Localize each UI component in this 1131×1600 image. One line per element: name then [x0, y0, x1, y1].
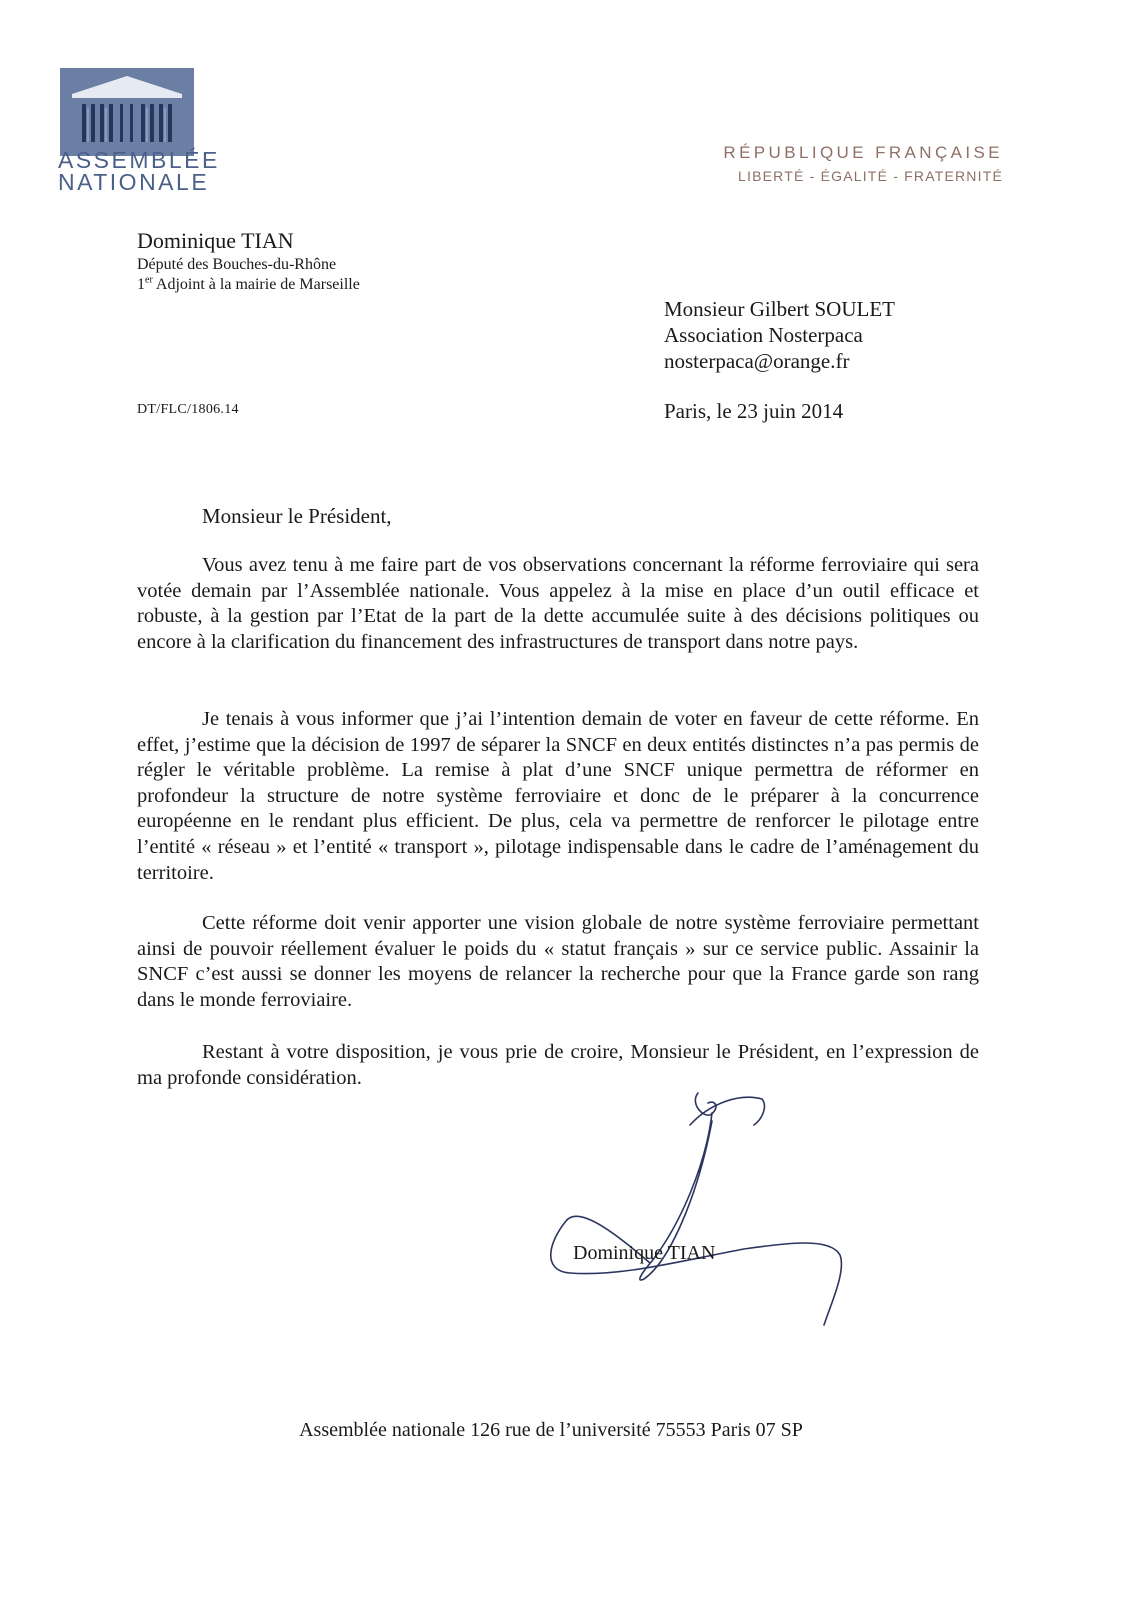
- body-paragraph-4: Restant à votre disposition, je vous prie de croire, Monsieur le Président, en l’expression de ma profonde considération.: [137, 1041, 979, 1089]
- logo-text-line-2: NATIONALE: [58, 169, 210, 195]
- body-paragraph-1: Vous avez tenu à me faire part de vos observations concernant la réforme ferroviaire qui sera votée demain par l’Assemblée nationale. Vous appelez à la mise en place d’un outil efficace et robuste, à la gestion par l’Etat de la part de la dette accumulée suite à des décisions politiques ou encore à la clarification du financement des infrastructures de transport dans notre pays.: [137, 554, 979, 653]
- salutation: Monsieur le Président,: [202, 504, 392, 528]
- recipient-organization: Association Nosterpaca: [664, 323, 863, 347]
- recipient-email: nosterpaca@orange.fr: [664, 349, 850, 373]
- recipient-name: Monsieur Gilbert SOULET: [664, 297, 895, 321]
- sender-role: [137, 276, 360, 294]
- republic-heading: RÉPUBLIQUE FRANÇAISE: [723, 143, 1003, 162]
- signatory-name: Dominique TIAN: [573, 1242, 716, 1264]
- assemblee-nationale-logo: [60, 68, 194, 156]
- sender-name: Dominique TIAN: [137, 228, 294, 253]
- republic-motto: LIBERTÉ - ÉGALITÉ - FRATERNITÉ: [738, 168, 1003, 184]
- sender-role-superscript: er: [145, 274, 153, 286]
- letter-date: Paris, le 23 juin 2014: [664, 399, 844, 423]
- sender-role-prefix: 1: [137, 276, 145, 293]
- footer-address: Assemblée nationale 126 rue de l’université 75553 Paris 07 SP: [299, 1419, 803, 1441]
- logo-text-line-1: ASSEMBLÉE: [58, 147, 220, 173]
- body-paragraph-3: Cette réforme doit venir apporter une vision globale de notre système ferroviaire permettant ainsi de pouvoir réellement évaluer le poids du « statut français » sur ce service public. Assainir la SNCF c’est aussi se donner les moyens de relancer la recherche pour que la France garde son rang dans le monde ferroviaire.: [137, 912, 979, 1011]
- letter-reference: DT/FLC/1806.14: [137, 402, 239, 417]
- sender-role-rest: Adjoint à la mairie de Marseille: [152, 276, 360, 293]
- body-paragraph-2: Je tenais à vous informer que j’ai l’intention demain de voter en faveur de cette réforme. En effet, j’estime que la décision de 1997 de séparer la SNCF en deux entités distinctes n’a pas permis de régler le véritable problème. La remise à plat d’une SNCF unique permettra de réformer en profondeur la structure de notre système ferroviaire et donc de le préparer à la concurrence européenne en le rendant plus efficient. De plus, cela va permettre de renforcer le pilotage entre l’entité « réseau » et l’entité « transport », pilotage indispensable dans le cadre de l’aménagement du territoire.: [137, 708, 979, 884]
- sender-title: Député des Bouches-du-Rhône: [137, 256, 337, 273]
- handwritten-signature: [540, 1085, 860, 1335]
